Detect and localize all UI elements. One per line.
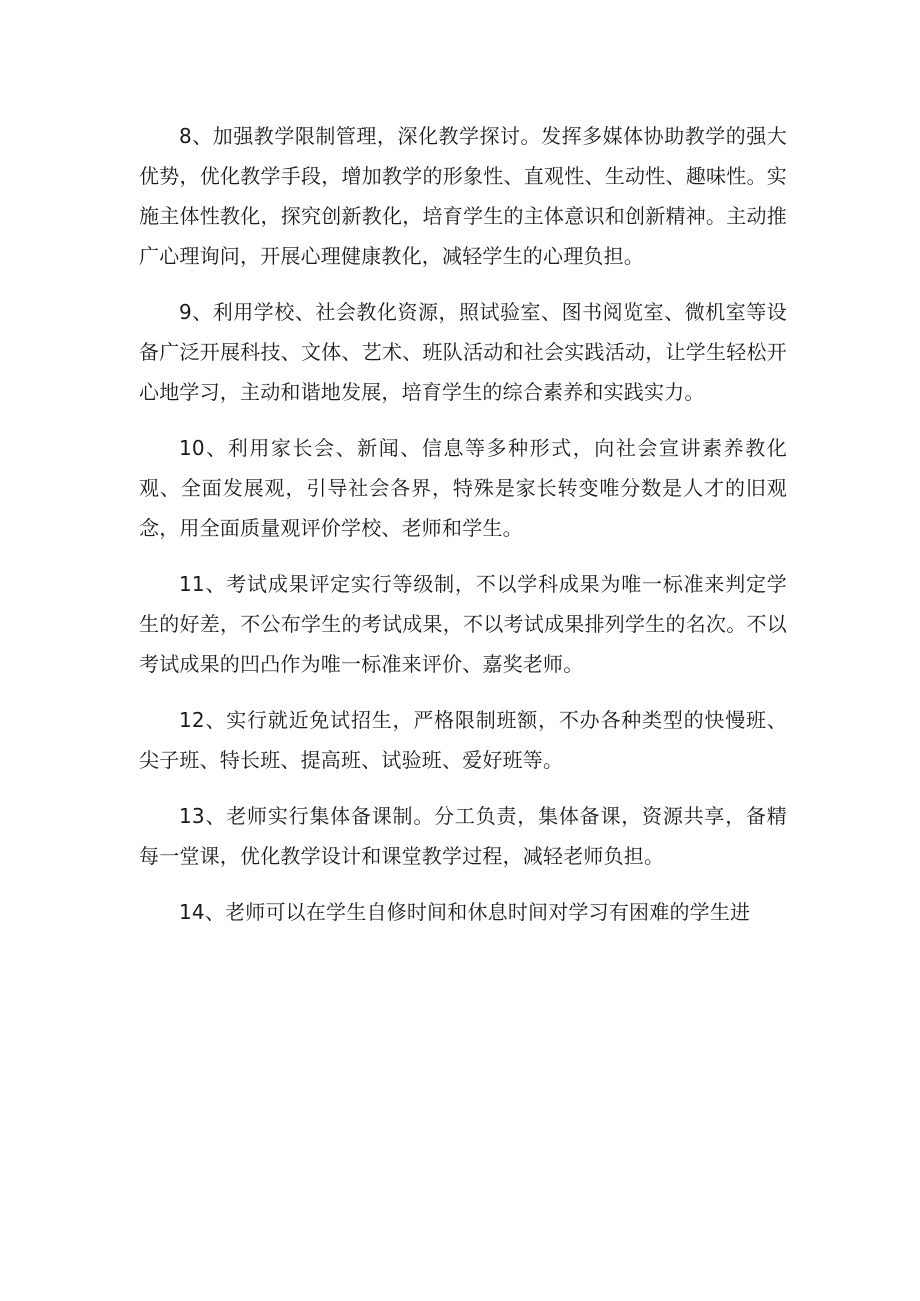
- paragraph-item-13: 13、老师实行集体备课制。分工负责，集体备课，资源共享，备精每一堂课，优化教学设计和课堂教学过程，减轻老师负担。: [139, 804, 787, 868]
- document-body: [139, 116, 787, 948]
- paragraph-item-14: 14、老师可以在学生自修时间和休息时间对学习有困难的学生进: [179, 900, 751, 924]
- paragraph-item-8: 8、加强教学限制管理，深化教学探讨。发挥多媒体协助教学的强大优势，优化教学手段，增加教学的形象性、直观性、生动性、趣味性。实施主体性教化，探究创新教化，培育学生的主体意识和创新精神。主动推广心理询问，开展心理健康教化，减轻学生的心理负担。: [139, 124, 787, 268]
- paragraph-item-12: 12、实行就近免试招生，严格限制班额，不办各种类型的快慢班、尖子班、特长班、提高班、试验班、爱好班等。: [139, 708, 787, 772]
- paragraph-item-11: 11、考试成果评定实行等级制，不以学科成果为唯一标准来判定学生的好差，不公布学生的考试成果，不以考试成果排列学生的名次。不以考试成果的凹凸作为唯一标准来评价、嘉奖老师。: [139, 572, 787, 676]
- paragraph-item-9: 9、利用学校、社会教化资源，照试验室、图书阅览室、微机室等设备广泛开展科技、文体、艺术、班队活动和社会实践活动，让学生轻松开心地学习，主动和谐地发展，培育学生的综合素养和实践实力。: [139, 300, 787, 404]
- paragraph-item-10: 10、利用家长会、新闻、信息等多种形式，向社会宣讲素养教化观、全面发展观，引导社会各界，特殊是家长转变唯分数是人才的旧观念，用全面质量观评价学校、老师和学生。: [139, 436, 787, 540]
